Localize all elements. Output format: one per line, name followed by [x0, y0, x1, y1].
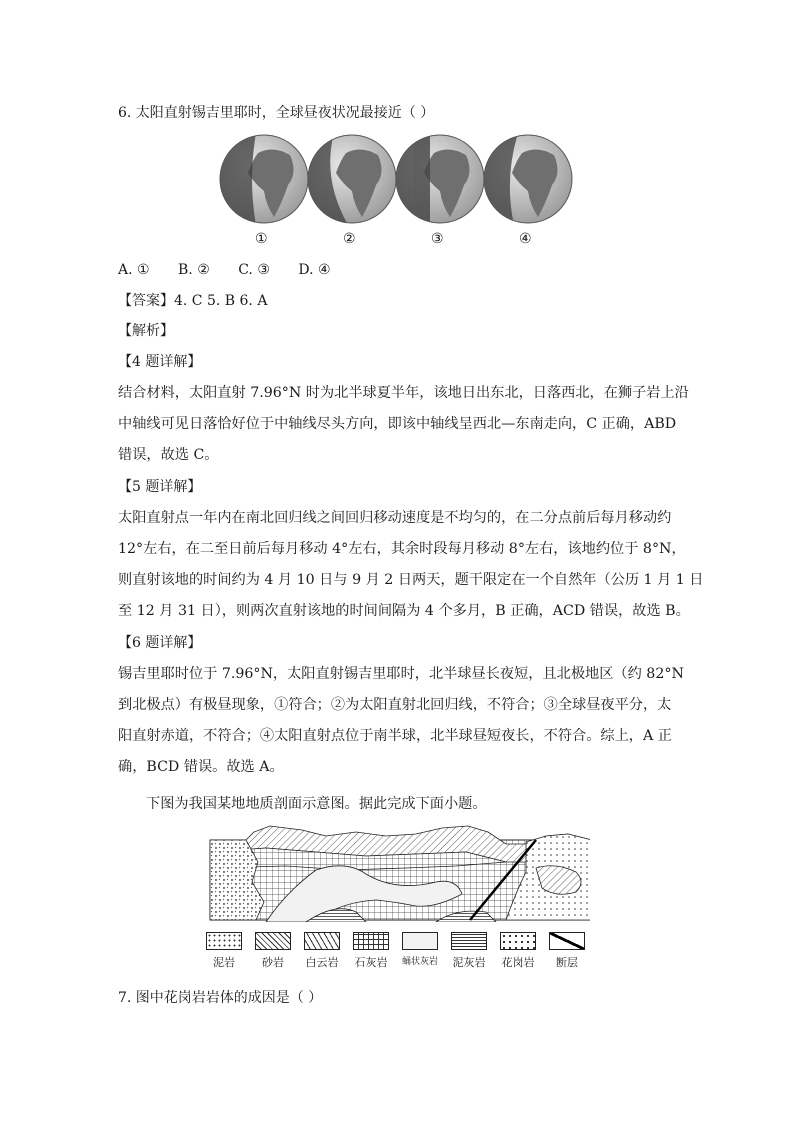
intro-text: 下图为我国某地地质剖面示意图。据此完成下面小题。: [146, 796, 487, 812]
q4-line-2: 中轴线可见日落恰好位于中轴线尽头方向，即该中轴线呈西北—东南走向，C 正确，ABD: [118, 416, 677, 432]
geologic-cross-section: [206, 822, 590, 922]
q5-line-1: 太阳直射点一年内在南北回归线之间回归移动速度是不均匀的，在二分点前后每月移动约: [118, 510, 672, 526]
globe-label-1: ①: [255, 231, 268, 247]
q5-header: 【5 题详解】: [118, 479, 202, 495]
legend-item-sandstone: [255, 932, 291, 970]
legend-item-mudstone: [206, 932, 242, 970]
q6-line-1: 锡吉里耶时位于 7.96°N，太阳直射锡吉里耶时，北半球昼长夜短，且北极地区（约 82°N: [118, 666, 684, 682]
legend-label-fault: 断层: [556, 956, 578, 969]
legend-swatch-limestone: [353, 932, 389, 950]
globe-label-4: ④: [519, 231, 532, 247]
answer-line: 【答案】4. C 5. B 6. A: [118, 293, 268, 309]
legend: [206, 932, 586, 972]
q5-line-4: 至 12 月 31 日），则两次直射该地的时间间隔为 4 个多月，B 正确，ACD 错误，故选 B。: [118, 603, 690, 619]
question-6-options: [118, 260, 355, 280]
legend-item-nodular-limestone: [402, 932, 438, 967]
legend-swatch-nodular-limestone: [402, 932, 438, 950]
globe-3: [396, 133, 484, 225]
globe-label-2: ②: [343, 231, 356, 247]
legend-label-nodular-limestone: 蛹状灰岩: [402, 957, 439, 967]
globe-4: [484, 133, 572, 225]
question-6-title: 6. 太阳直射锡吉里耶时，全球昼夜状况最接近（ ）: [118, 105, 435, 121]
option-c: C. ③: [238, 262, 270, 278]
legend-label-dolomite: 白云岩: [305, 956, 339, 969]
option-b: B. ②: [178, 262, 210, 278]
option-d: D. ④: [298, 262, 331, 278]
globes-illustration: [218, 133, 578, 225]
legend-swatch-dolomite: [304, 932, 340, 950]
globe-2: [308, 133, 396, 225]
legend-item-marl: [451, 932, 487, 970]
legend-label-limestone: 石灰岩: [354, 956, 388, 969]
legend-label-sandstone: 砂岩: [262, 956, 284, 969]
q5-line-3: 则直射该地的时间约为 4 月 10 日与 9 月 2 日两天，题干限定在一个自然年（公历 1 月 1 日: [118, 572, 704, 588]
globe-label-3: ③: [431, 231, 444, 247]
q4-line-1: 结合材料，太阳直射 7.96°N 时为北半球夏半年，该地日出东北，日落西北，在狮子岩上沿: [118, 385, 689, 401]
option-a: A. ①: [118, 262, 150, 278]
legend-item-dolomite: [304, 932, 340, 970]
legend-swatch-sandstone: [255, 932, 291, 950]
legend-swatch-mudstone: [206, 932, 242, 950]
legend-item-granite: [500, 932, 536, 970]
legend-swatch-granite: [500, 932, 536, 950]
analysis-header: 【解析】: [118, 323, 174, 339]
legend-label-mudstone: 泥岩: [213, 956, 235, 969]
globe-1: [220, 133, 308, 225]
legend-label-marl: 泥灰岩: [452, 956, 486, 969]
legend-item-fault: [549, 932, 585, 970]
legend-swatch-marl: [451, 932, 487, 950]
q6-header: 【6 题详解】: [118, 635, 202, 651]
q6-line-3: 阳直射赤道，不符合；④太阳直射点位于南半球，北半球昼短夜长，不符合。综上，A 正: [118, 728, 672, 744]
q6-line-4: 确，BCD 错误。故选 A。: [118, 759, 284, 775]
q5-line-2: 12°左右，在二至日前后每月移动 4°左右，其余时段每月移动 8°左右，该地约位于 8°N，: [118, 541, 686, 557]
question-7-title: 7. 图中花岗岩岩体的成因是（ ）: [118, 990, 323, 1006]
q6-line-2: 到北极点）有极昼现象，①符合；②为太阳直射北回归线，不符合；③全球昼夜平分，太: [118, 697, 672, 713]
q4-header: 【4 题详解】: [118, 354, 202, 370]
legend-label-granite: 花岗岩: [501, 956, 535, 969]
legend-swatch-fault: [549, 932, 585, 950]
q4-line-3: 错误，故选 C。: [118, 447, 219, 463]
legend-item-limestone: [353, 932, 389, 970]
